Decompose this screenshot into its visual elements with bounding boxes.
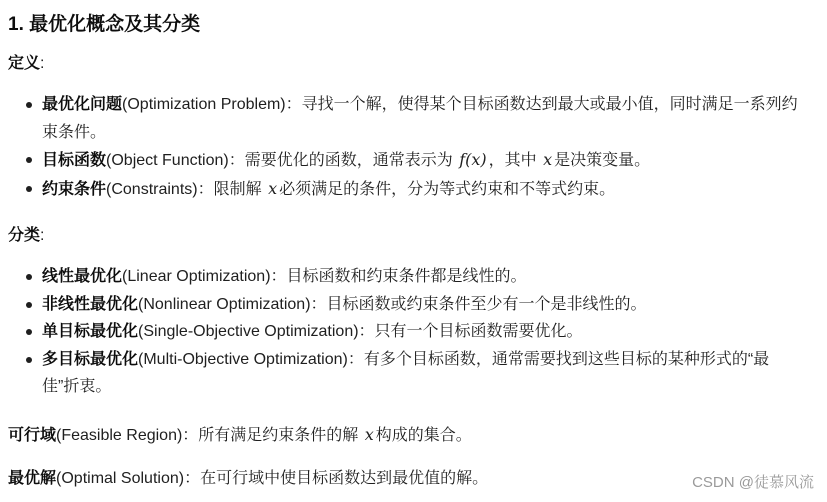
- classification-label-text: 分类: [8, 227, 41, 244]
- term: 最优化问题: [42, 96, 123, 113]
- classification-label: [8, 222, 44, 245]
- definition-list: [24, 91, 804, 203]
- description: (Optimal Solution)：在可行域中使目标函数达到最优值的解。: [56, 470, 489, 487]
- classification-item-nonlinear: [24, 291, 804, 319]
- term: 可行域: [8, 427, 57, 444]
- classification-item-multi-objective: [24, 346, 804, 401]
- classification-list: [24, 263, 804, 401]
- description: (Single-Objective Optimization)：只有一个目标函数需要优化。: [138, 323, 583, 340]
- description: (Feasible Region)：所有满足约束条件的解: [56, 427, 359, 444]
- description: (Multi-Objective Optimization)：有多个目标函数，通常需要找到这些目标的某种形式的“最佳”折衷。: [42, 350, 770, 395]
- definition-item-constraints: [24, 175, 804, 204]
- term: 非线性最优化: [42, 295, 139, 313]
- optimal-solution-paragraph: [8, 465, 488, 488]
- description: (Constraints)：限制解: [106, 180, 262, 198]
- description-after: 必须满足的条件，分为等式约束和不等式约束。: [279, 180, 616, 198]
- definition-item-optimization-problem: [24, 91, 804, 146]
- definition-label-text: 定义: [8, 55, 41, 72]
- description: (Optimization Problem)：寻找一个解，使得某个目标函数达到最大或最小值，同时满足一系列约束条件。: [42, 96, 798, 141]
- math-fx: f(x): [459, 150, 487, 169]
- term: 多目标最优化: [42, 350, 139, 368]
- section-heading: 1. 最优化概念及其分类: [8, 14, 201, 35]
- term: 约束条件: [42, 180, 107, 198]
- description: (Nonlinear Optimization)：目标函数或约束条件至少有一个是非线性的。: [138, 295, 647, 313]
- feasible-region-paragraph: [8, 422, 472, 445]
- definition-item-object-function: [24, 146, 804, 175]
- term: 线性最优化: [42, 268, 123, 285]
- classification-label-colon: :: [40, 227, 45, 244]
- classification-item-single-objective: [24, 318, 804, 346]
- math-x: x: [268, 178, 278, 198]
- description-after: 是决策变量。: [554, 152, 651, 169]
- term: 单目标最优化: [42, 323, 139, 340]
- definition-label-colon: :: [40, 55, 45, 72]
- math-x: x: [543, 150, 553, 169]
- description-mid: ，其中: [488, 152, 537, 169]
- term: 最优解: [8, 470, 57, 487]
- csdn-watermark: CSDN @徒慕风流: [692, 474, 814, 491]
- definition-label: [8, 50, 44, 73]
- term: 目标函数: [42, 152, 107, 169]
- math-x: x: [364, 425, 374, 444]
- description: (Object Function)：需要优化的函数，通常表示为: [106, 152, 453, 169]
- description: (Linear Optimization)：目标函数和约束条件都是线性的。: [122, 268, 527, 285]
- classification-item-linear: [24, 263, 804, 291]
- description-after: 构成的集合。: [375, 427, 472, 444]
